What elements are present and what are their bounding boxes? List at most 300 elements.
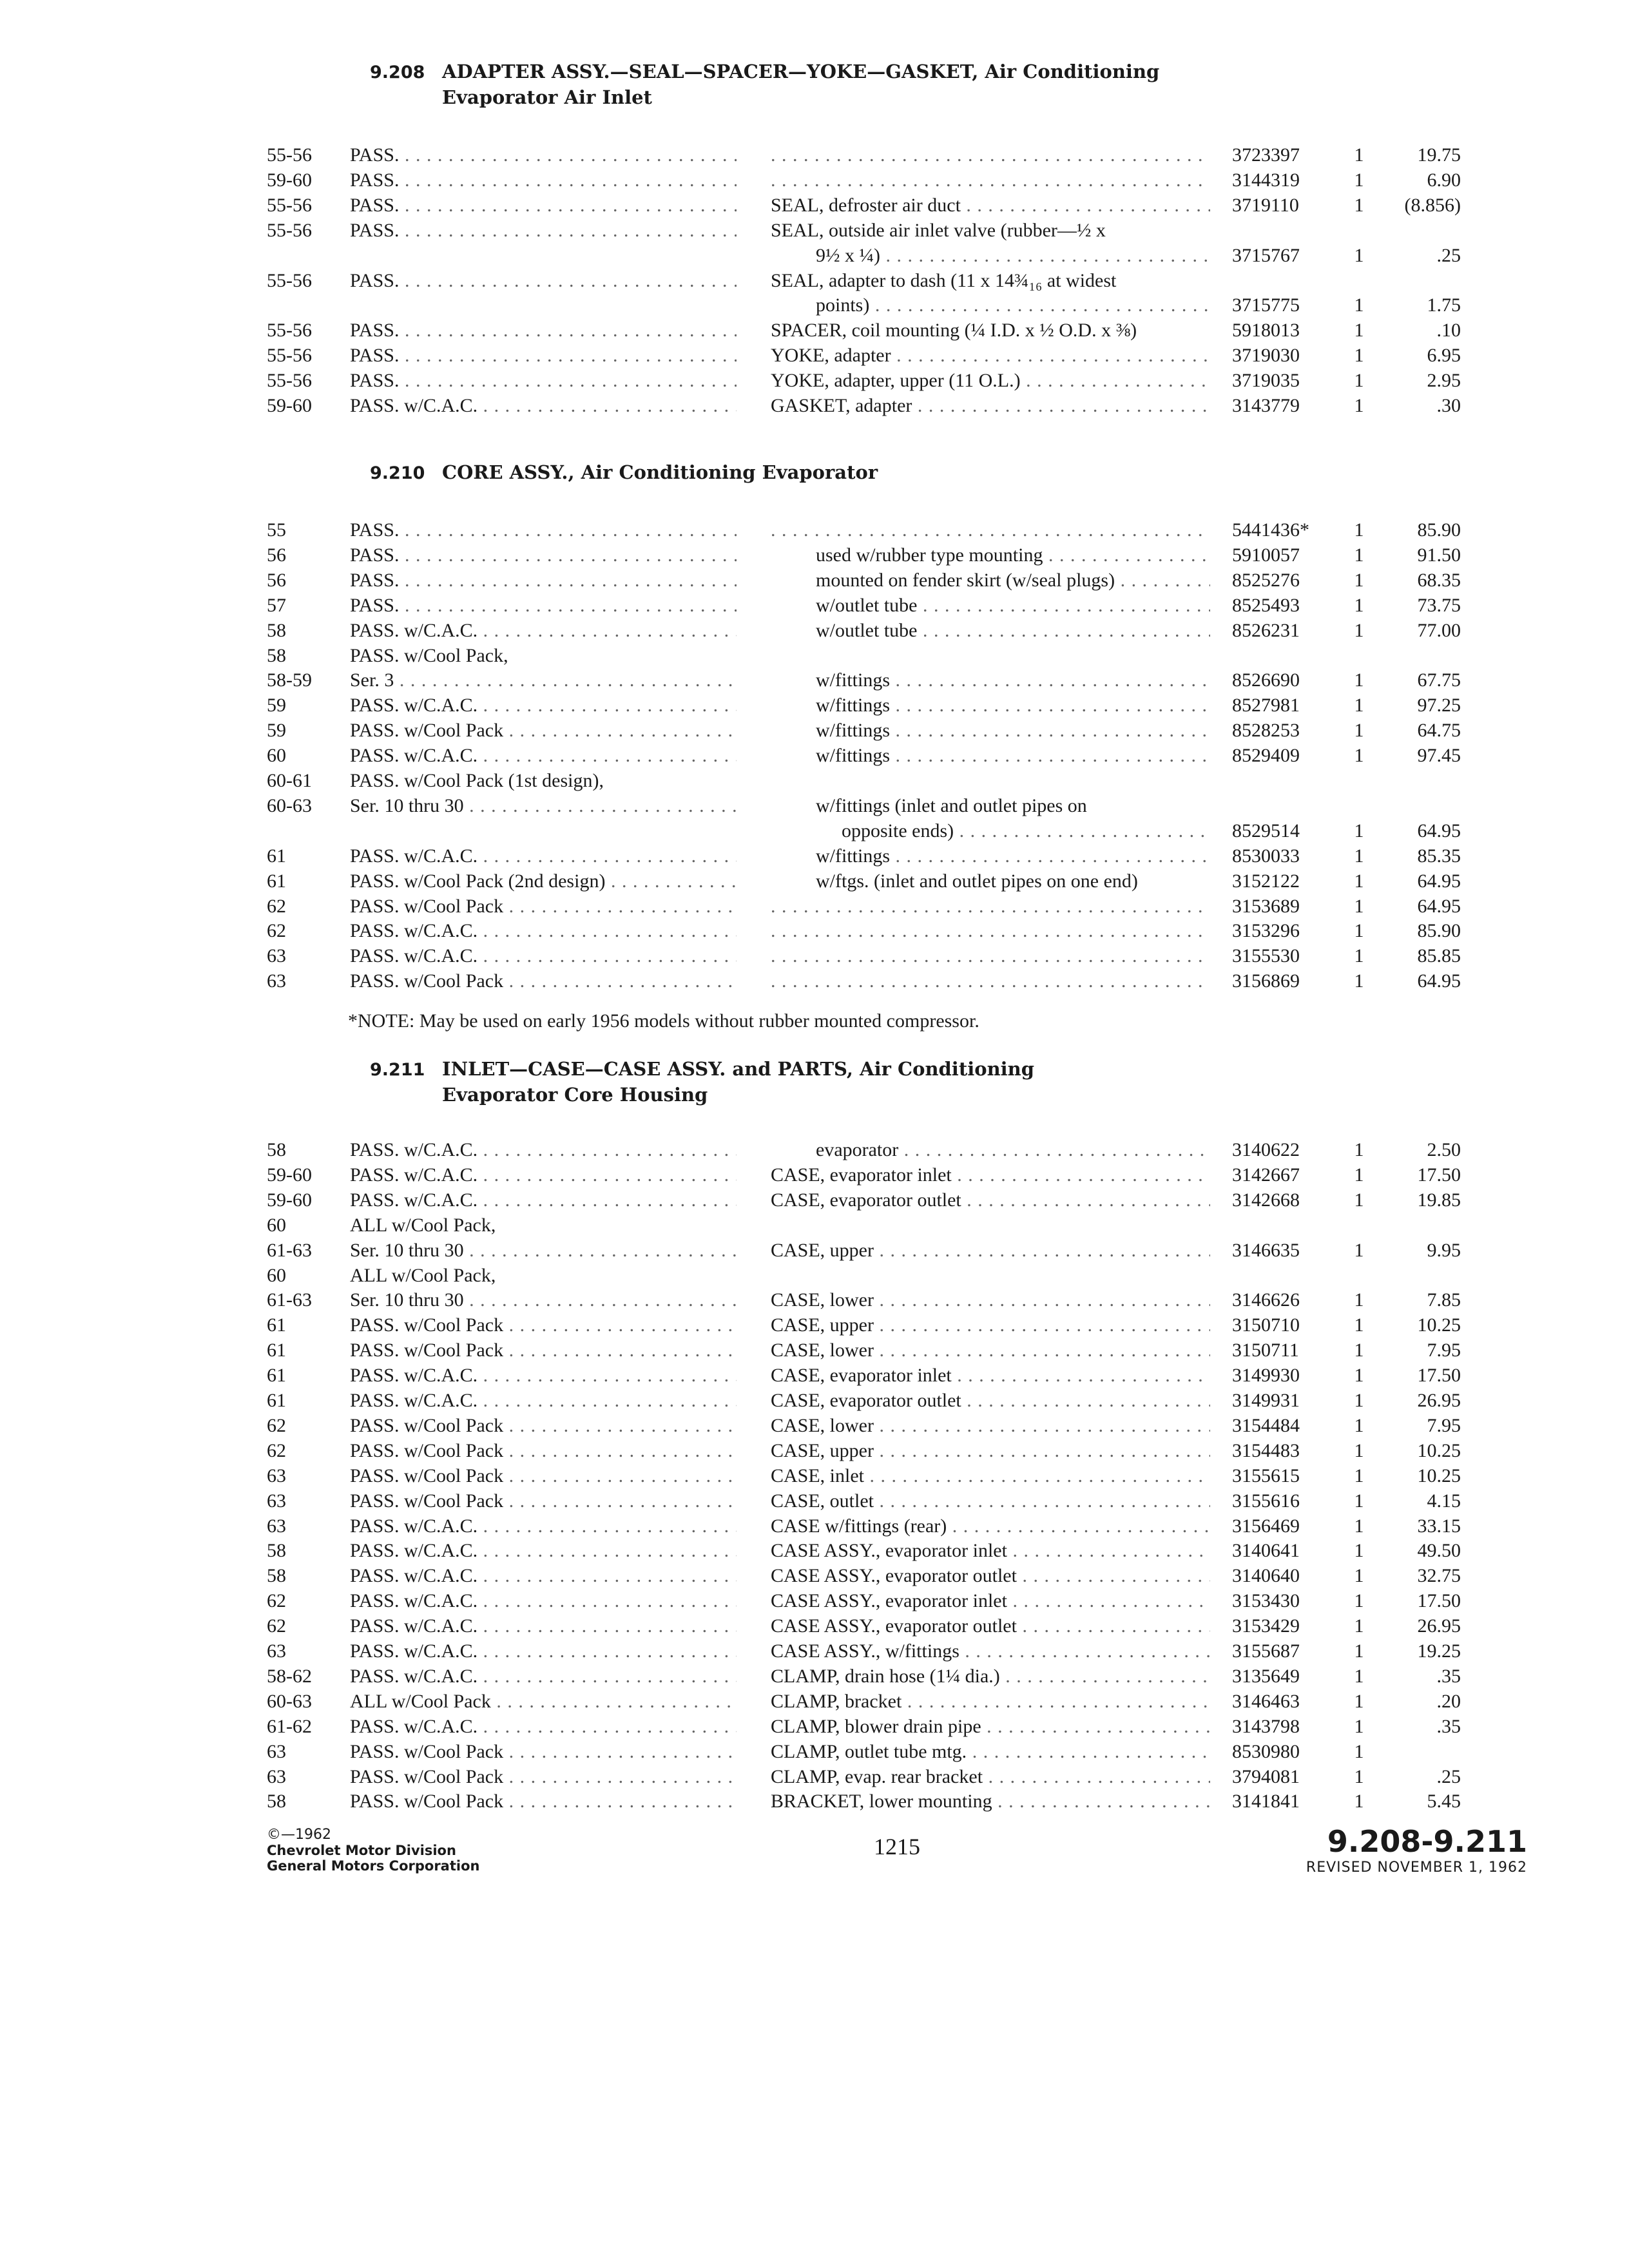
table-row [0,1489,1629,1514]
part-number: 8526690 [1232,669,1300,691]
table-row [0,844,1629,869]
section-title: INLET—CASE—CASE ASSY. and PARTS, Air Conditioning [442,1058,1035,1080]
model-year: 58 [267,1791,286,1812]
model-year: 61 [267,1365,286,1387]
quantity: 1 [1354,1590,1364,1612]
list-price: 9.95 [1427,1239,1461,1261]
quantity: 1 [1354,1139,1364,1160]
quantity: 1 [1354,1314,1364,1336]
model-application: PASS. w/C.A.C. . . . [350,1514,737,1539]
part-number: 3155530 [1232,945,1300,967]
part-description: w/fittings . . . [771,844,1210,869]
part-number: 3146626 [1232,1289,1300,1311]
table-row [0,869,1629,894]
part-number: 3719035 [1232,370,1300,392]
part-number: 3142668 [1232,1189,1300,1211]
part-number: 8529409 [1232,745,1300,767]
table-row [0,1213,1629,1238]
part-description: w/fittings (inlet and outlet pipes on [816,794,1087,816]
part-number: 3150710 [1232,1314,1300,1336]
model-year: 61-63 [267,1289,312,1311]
table-row [0,168,1629,193]
table-row [0,218,1629,243]
part-description: GASKET, adapter . . . [771,394,1210,418]
list-price: 19.25 [1417,1640,1461,1662]
part-number: 3794081 [1232,1765,1300,1787]
table-row [0,693,1629,718]
model-year: 55-56 [267,144,312,166]
quantity: 1 [1354,294,1364,316]
part-number: 3153689 [1232,895,1300,917]
list-price: .30 [1436,395,1461,416]
quantity: 1 [1354,1665,1364,1687]
part-description: w/fittings . . . [771,668,1210,693]
list-price: 19.85 [1417,1189,1461,1211]
list-price: 26.95 [1417,1615,1461,1637]
part-number: 8526231 [1232,619,1300,641]
part-number: 3154483 [1232,1439,1300,1461]
list-price: 26.95 [1417,1390,1461,1411]
part-description: SPACER, coil mounting (¼ I.D. x ½ O.D. x ⅜) [771,320,1137,341]
list-price: 17.50 [1417,1590,1461,1612]
model-year: 58 [267,644,286,666]
list-price: 10.25 [1417,1314,1461,1336]
quantity: 1 [1354,870,1364,892]
table-row [0,1288,1629,1312]
model-application: ALL w/Cool Pack . . . [350,1689,737,1714]
model-year: 57 [267,594,286,616]
part-description [771,168,1210,193]
footnote: *NOTE: May be used on early 1956 models without rubber mounted compressor. [348,1010,979,1032]
part-description: w/fittings . . . [771,744,1210,768]
part-description: CASE, upper . . . [771,1238,1210,1263]
part-number: 3719110 [1232,194,1299,216]
part-description: BRACKET, lower mounting . . . [771,1789,1210,1814]
list-price: 64.95 [1417,895,1461,917]
table-row [0,1740,1629,1764]
part-description: CASE, evaporator outlet . . . [771,1188,1210,1213]
model-year: 55 [267,519,286,541]
model-year: 61 [267,1390,286,1411]
model-year: 55-56 [267,370,312,392]
table-row [0,1765,1629,1789]
quantity: 1 [1354,1765,1364,1787]
part-number: 3723397 [1232,144,1300,166]
model-application: PASS. w/C.A.C. . . . [350,693,737,718]
quantity: 1 [1354,370,1364,392]
list-price: .25 [1436,244,1461,266]
model-application: PASS. . . . [350,369,737,393]
part-number: 3156469 [1232,1515,1300,1537]
table-row [0,894,1629,919]
list-price: 10.25 [1417,1465,1461,1486]
model-year: 55-56 [267,194,312,216]
model-application: PASS. . . . [350,168,737,193]
part-number: 3144319 [1232,169,1300,191]
quantity: 1 [1354,345,1364,367]
list-price: 85.85 [1417,945,1461,967]
part-number: 8525493 [1232,594,1300,616]
quantity: 1 [1354,244,1364,266]
part-number: 3143779 [1232,395,1300,416]
quantity: 1 [1354,1715,1364,1737]
part-number: 3153296 [1232,920,1300,942]
model-year: 62 [267,1439,286,1461]
model-year: 55-56 [267,219,312,241]
model-year: 58-62 [267,1665,312,1687]
quantity: 1 [1354,544,1364,566]
model-year: 61-62 [267,1715,312,1737]
list-price: 33.15 [1417,1515,1461,1537]
table-row [0,969,1629,994]
section-subtitle: Evaporator Core Housing [442,1084,708,1106]
table-row [0,1338,1629,1363]
section-range-block [1224,1825,1527,1878]
model-application: PASS. w/C.A.C. . . . [350,1389,737,1413]
part-number: 3155615 [1232,1465,1300,1486]
model-application: PASS. w/Cool Pack . . . [350,1313,737,1338]
model-year: 62 [267,920,286,942]
model-application: Ser. 10 thru 30 . . . [350,1288,737,1312]
part-number: 3715767 [1232,244,1300,266]
part-description [771,143,1210,168]
part-description: CASE, evaporator inlet . . . [771,1363,1210,1388]
part-number: 8525276 [1232,569,1300,591]
model-year: 58 [267,1139,286,1160]
list-price: 4.15 [1427,1490,1461,1512]
model-year: 59 [267,695,286,716]
model-application: Ser. 10 thru 30 . . . [350,1238,737,1263]
model-application: PASS. w/Cool Pack . . . [350,1789,737,1814]
list-price: 10.25 [1417,1439,1461,1461]
quantity: 1 [1354,1740,1364,1762]
table-row [0,744,1629,768]
part-number: 3141841 [1232,1791,1300,1812]
quantity: 1 [1354,594,1364,616]
part-description: points) . . . [771,293,1210,318]
part-description: CASE ASSY., evaporator outlet . . . [771,1614,1210,1639]
quantity: 1 [1354,169,1364,191]
part-number: 3140622 [1232,1139,1300,1160]
model-year: 60 [267,1264,286,1286]
part-description [771,944,1210,968]
model-year: 59 [267,720,286,742]
part-description: CLAMP, evap. rear bracket . . . [771,1765,1210,1789]
quantity: 1 [1354,320,1364,341]
model-application: ALL w/Cool Pack, [350,1214,496,1236]
quantity: 1 [1354,1189,1364,1211]
list-price: 7.85 [1427,1289,1461,1311]
part-description: CASE ASSY., evaporator inlet . . . [771,1589,1210,1613]
list-price: 73.75 [1417,594,1461,616]
model-application: PASS. w/Cool Pack (1st design), [350,770,604,791]
model-year: 56 [267,569,286,591]
list-price: 91.50 [1417,544,1461,566]
part-description: CASE, upper . . . [771,1313,1210,1338]
section-range: 9.208-9.211 [1327,1824,1527,1859]
quantity: 1 [1354,1289,1364,1311]
part-number: 3153430 [1232,1590,1300,1612]
quantity: 1 [1354,970,1364,992]
table-row [0,1238,1629,1263]
page-number: 1215 [874,1834,920,1860]
part-number: 8528253 [1232,720,1300,742]
list-price: 6.90 [1427,169,1461,191]
quantity: 1 [1354,895,1364,917]
list-price: 19.75 [1417,144,1461,166]
part-number: 3719030 [1232,345,1300,367]
model-application: PASS. . . . [350,593,737,618]
model-application: PASS. . . . [350,143,737,168]
model-application: PASS. w/C.A.C. . . . [350,1639,737,1664]
list-price: 1.75 [1427,294,1461,316]
corporation-name: General Motors Corporation [267,1858,480,1874]
quantity: 1 [1354,1515,1364,1537]
part-description: used w/rubber type mounting . . . [771,543,1210,568]
model-application: PASS. . . . [350,269,737,293]
model-year: 63 [267,1490,286,1512]
quantity: 1 [1354,1439,1364,1461]
table-row [0,1715,1629,1739]
model-application: PASS. w/C.A.C. . . . [350,844,737,869]
table-row [0,518,1629,543]
part-description [771,894,1210,919]
part-number: 3154484 [1232,1414,1300,1436]
part-number: 3146463 [1232,1690,1300,1712]
model-application: PASS. w/Cool Pack (2nd design) . . . [350,869,737,894]
model-application: Ser. 3 . . . [350,668,737,693]
publisher-block [267,1827,479,1874]
part-number: 8530033 [1232,845,1300,867]
quantity: 1 [1354,519,1364,541]
table-row [0,193,1629,218]
table-row [0,1313,1629,1338]
model-application: PASS. w/C.A.C. . . . [350,1138,737,1162]
table-row [0,1439,1629,1463]
model-year: 61 [267,1340,286,1361]
part-number: 3155616 [1232,1490,1300,1512]
section-heading [370,1057,1034,1107]
part-description: w/outlet tube . . . [771,593,1210,618]
list-price: 17.50 [1417,1164,1461,1186]
list-price: 77.00 [1417,619,1461,641]
quantity: 1 [1354,569,1364,591]
part-description: 9½ x ¼) . . . [771,244,1210,268]
model-application: PASS. . . . [350,193,737,218]
quantity: 1 [1354,845,1364,867]
table-row [0,1389,1629,1413]
model-year: 63 [267,970,286,992]
quantity: 1 [1354,1615,1364,1637]
list-price: 17.50 [1417,1365,1461,1387]
model-year: 59-60 [267,169,312,191]
model-application: PASS. w/C.A.C. . . . [350,1539,737,1563]
part-description: YOKE, adapter . . . [771,343,1210,368]
part-description [771,969,1210,994]
part-description: CASE, inlet . . . [771,1464,1210,1488]
table-row [0,1564,1629,1588]
model-year: 63 [267,1740,286,1762]
model-year: 62 [267,1590,286,1612]
part-number: 3153429 [1232,1615,1300,1637]
model-application: PASS. w/Cool Pack . . . [350,894,737,919]
part-description: CASE ASSY., w/fittings . . . [771,1639,1210,1664]
part-description: SEAL, defroster air duct . . . [771,193,1210,218]
part-description: CASE, lower . . . [771,1414,1210,1438]
model-year: 61 [267,870,286,892]
part-description: evaporator . . . [771,1138,1210,1162]
table-row [0,794,1629,818]
list-price: 97.25 [1417,695,1461,716]
model-year: 59-60 [267,1189,312,1211]
model-year: 60-63 [267,1690,312,1712]
table-row [0,769,1629,793]
table-row [0,718,1629,743]
model-application: PASS. . . . [350,318,737,343]
model-application: PASS. w/Cool Pack . . . [350,1740,737,1764]
part-number: 3156869 [1232,970,1300,992]
list-price: .20 [1436,1690,1461,1712]
table-row [0,668,1629,693]
model-year: 55-56 [267,345,312,367]
model-application: PASS. w/C.A.C. . . . [350,1363,737,1388]
table-row [0,543,1629,568]
part-number: 3140641 [1232,1540,1300,1562]
table-row [0,1363,1629,1388]
part-number: 5910057 [1232,544,1300,566]
part-description: CASE, lower . . . [771,1288,1210,1312]
quantity: 1 [1354,619,1364,641]
quantity: 1 [1354,1791,1364,1812]
quantity: 1 [1354,945,1364,967]
model-application: PASS. w/C.A.C. . . . [350,1188,737,1213]
model-year: 55-56 [267,320,312,341]
part-description: CASE ASSY., evaporator inlet . . . [771,1539,1210,1563]
list-price: 67.75 [1417,669,1461,691]
model-application: PASS. w/C.A.C. . . . [350,1715,737,1739]
table-row [0,1589,1629,1613]
list-price: 64.75 [1417,720,1461,742]
quantity: 1 [1354,920,1364,942]
model-application: PASS. w/C.A.C. . . . [350,744,737,768]
part-description: CLAMP, drain hose (1¼ dia.) . . . [771,1664,1210,1689]
list-price: .10 [1436,320,1461,341]
part-number: 3135649 [1232,1665,1300,1687]
part-description: CASE, upper . . . [771,1439,1210,1463]
table-row [0,1664,1629,1689]
table-row [0,394,1629,418]
part-number: 3140640 [1232,1565,1300,1587]
section-subtitle: Evaporator Air Inlet [442,86,652,108]
part-number: 3149931 [1232,1390,1300,1411]
table-row [0,318,1629,343]
part-description: CLAMP, outlet tube mtg. . . . [771,1740,1210,1764]
part-description: CASE, evaporator inlet . . . [771,1163,1210,1187]
model-application: PASS. . . . [350,518,737,543]
section-number: 9.210 [370,463,425,483]
quantity: 1 [1354,1490,1364,1512]
part-description: CASE, lower . . . [771,1338,1210,1363]
model-year: 59-60 [267,395,312,416]
quantity: 1 [1354,1390,1364,1411]
model-year: 58 [267,1540,286,1562]
part-number: 3142667 [1232,1164,1300,1186]
model-application: PASS. w/C.A.C. . . . [350,1664,737,1689]
model-year: 63 [267,1640,286,1662]
table-row [0,1188,1629,1213]
table-row [0,1689,1629,1714]
model-application: PASS. . . . [350,568,737,593]
quantity: 1 [1354,1565,1364,1587]
part-number: 3146635 [1232,1239,1300,1261]
model-year: 62 [267,895,286,917]
list-price: 2.50 [1427,1139,1461,1160]
model-application: PASS. . . . [350,218,737,243]
model-year: 56 [267,544,286,566]
table-row [0,1539,1629,1563]
part-description [771,518,1210,543]
quantity: 1 [1354,720,1364,742]
table-row [0,1639,1629,1664]
part-description: w/outlet tube . . . [771,619,1210,643]
part-description [771,919,1210,943]
model-application: PASS. w/C.A.C. . . . [350,1589,737,1613]
list-price: 85.90 [1417,519,1461,541]
list-price: 97.45 [1417,745,1461,767]
table-row [0,819,1629,843]
part-number: 8529514 [1232,820,1300,841]
part-description: SEAL, outside air inlet valve (rubber—½ x [771,219,1106,241]
part-number: 5918013 [1232,320,1300,341]
list-price: .25 [1436,1765,1461,1787]
section-number: 9.208 [370,62,425,82]
model-year: 63 [267,1465,286,1486]
model-application: PASS. w/Cool Pack . . . [350,718,737,743]
model-year: 63 [267,945,286,967]
part-description: CLAMP, blower drain pipe . . . [771,1715,1210,1739]
table-row [0,1414,1629,1438]
quantity: 1 [1354,745,1364,767]
list-price: 32.75 [1417,1565,1461,1587]
quantity: 1 [1354,1164,1364,1186]
quantity: 1 [1354,144,1364,166]
model-application: ALL w/Cool Pack, [350,1264,496,1286]
table-row [0,1138,1629,1162]
model-year: 61 [267,845,286,867]
list-price: 6.95 [1427,345,1461,367]
part-description: CASE ASSY., evaporator outlet . . . [771,1564,1210,1588]
division-name: Chevrolet Motor Division [267,1843,456,1858]
model-application: PASS. w/Cool Pack . . . [350,1439,737,1463]
model-year: 60 [267,1214,286,1236]
quantity: 1 [1354,1414,1364,1436]
quantity: 1 [1354,669,1364,691]
section-heading [370,59,1159,110]
part-number: 3152122 [1232,870,1300,892]
part-number: 3149930 [1232,1365,1300,1387]
part-description: CLAMP, bracket . . . [771,1689,1210,1714]
list-price: 7.95 [1427,1414,1461,1436]
model-application: PASS. w/C.A.C. . . . [350,394,737,418]
table-row [0,1789,1629,1814]
table-row [0,919,1629,943]
model-year: 62 [267,1414,286,1436]
list-price: 49.50 [1417,1540,1461,1562]
model-application: PASS. . . . [350,343,737,368]
part-number: 3155687 [1232,1640,1300,1662]
section-heading [370,460,878,486]
part-description: w/fittings . . . [771,693,1210,718]
